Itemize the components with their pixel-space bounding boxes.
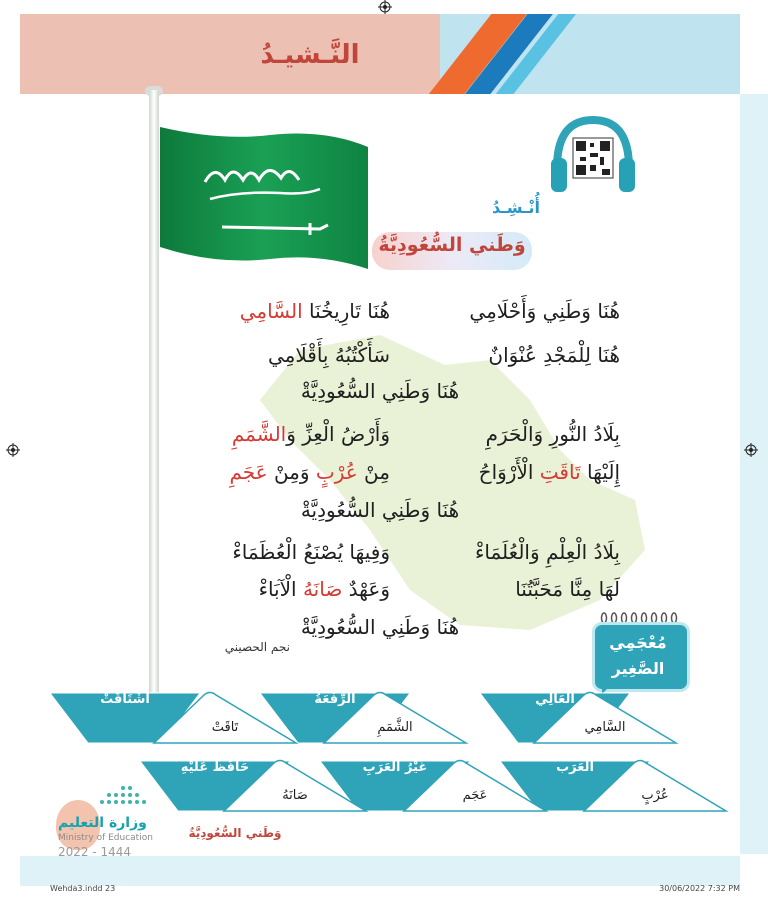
vocab-card-word <box>220 758 370 814</box>
poem-title: وَطَني السُّعُودِيَّةُ <box>378 234 526 256</box>
verse-left <box>200 299 390 323</box>
vocab-card-word <box>150 690 300 746</box>
verse-text: إِلَيْهَا <box>580 460 620 484</box>
headphone-qr-icon[interactable] <box>545 112 641 198</box>
page-title: النَّـشيـدُ <box>260 40 360 70</box>
registration-mark-icon <box>378 0 392 14</box>
card-word: الشَّمَمِ <box>377 720 413 735</box>
verse-text: مِنْ <box>357 460 390 484</box>
verse-left: وَفِيهَا يُصْنَعُ الْعُظَمَاءْ <box>232 540 390 564</box>
flagpole <box>149 90 159 740</box>
registration-mark-icon <box>6 443 20 457</box>
edition-year: 2022 - 1444 <box>58 845 132 859</box>
print-slug-date: 30/06/2022 7:32 PM <box>659 884 740 893</box>
verse-right: لَهَا مِنَّا مَحَبَّتُنَا <box>515 577 620 601</box>
vocab-card-word <box>580 758 730 814</box>
verse-refrain: هُنَا وَطَنِي السُّعُودِيَّةْ <box>300 379 460 403</box>
verse-left <box>200 422 390 446</box>
poet-name: نجم الحصيني <box>224 640 290 654</box>
verse-right: هُنَا وَطَنِي وَأَحْلَامِي <box>469 299 620 323</box>
verse-refrain: هُنَا وَطَنِي السُّعُودِيَّةْ <box>300 615 460 639</box>
section-label: أُنْـشِـدُ <box>492 198 540 217</box>
card-word: السَّامِي <box>584 720 626 735</box>
verse-refrain: هُنَا وَطَنِي السُّعُودِيَّةْ <box>300 498 460 522</box>
verse-right: هُنَا لِلْمَجْدِ عُنْوَانٌ <box>488 343 620 367</box>
dictionary-title <box>592 630 684 682</box>
card-meaning: غَيْرُ العَرَبِ <box>362 760 428 775</box>
verse-highlight: صَانَهُ <box>302 577 343 601</box>
card-word: صَانَهُ <box>282 788 308 803</box>
verse-left <box>200 460 390 484</box>
footer-unit-title: وَطَني السُّعُودِيَّةُ <box>188 826 282 840</box>
verse-right: بِلَادُ الْعِلْمِ وَالْعُلَمَاءْ <box>475 540 620 564</box>
verse-text: الْآبَاءْ <box>258 577 303 601</box>
registration-mark-icon <box>744 443 758 457</box>
card-meaning: الرِّفْعَةُ <box>314 692 356 707</box>
vocab-card-word <box>400 758 550 814</box>
page-edge-band <box>740 94 768 854</box>
dictionary-line1: مُعْجَمِي <box>609 633 667 652</box>
verse-highlight: عُرْبٍ <box>315 460 358 484</box>
verse-left: سَأَكْتُبُهُ بِأَقْلَامِي <box>267 343 390 367</box>
card-meaning: حَافَظَ عَلَيْهِ <box>180 760 250 775</box>
card-meaning: العَالِي <box>535 692 575 707</box>
bottom-band <box>20 856 740 886</box>
card-word: عَجَم <box>462 788 488 803</box>
card-word: تَاقَتْ <box>211 720 239 735</box>
card-meaning: اشْتَاقَتْ <box>100 692 150 707</box>
verse-right <box>400 460 620 484</box>
saudi-flag-image <box>160 127 368 269</box>
verse-right: بِلَادُ النُّورِ وَالْحَرَمِ <box>485 422 620 446</box>
vocab-card-word <box>530 690 680 746</box>
ministry-name-arabic: وزارة التعليم <box>58 815 147 831</box>
ministry-name-english: Ministry of Education <box>58 833 153 843</box>
card-word: عُرْبٍ <box>641 788 669 803</box>
verse-highlight: عَجَمِ <box>229 460 268 484</box>
card-meaning: العَرَب <box>556 760 594 775</box>
print-slug-file: Wehda3.indd 23 <box>50 884 116 893</box>
verse-text: الْأَرْوَاحُ <box>478 460 540 484</box>
dictionary-line2: الصَّغِير <box>611 659 665 678</box>
verse-highlight: تَاقَتِ <box>539 460 581 484</box>
ministry-logo-dots-icon <box>96 782 166 808</box>
verse-text: وَمِنْ <box>267 460 316 484</box>
vocab-card-word <box>320 690 470 746</box>
verse-highlight: الشَّمَمِ <box>231 422 287 446</box>
verse-text: وَعَهْدٌ <box>342 577 390 601</box>
verse-text: هُنَا تَارِيخُنَا <box>302 299 390 323</box>
verse-text: وَأَرْضُ الْعِزِّ وَ <box>286 422 390 446</box>
verse-left <box>196 577 390 601</box>
verse-highlight: السَّامِي <box>239 299 303 323</box>
